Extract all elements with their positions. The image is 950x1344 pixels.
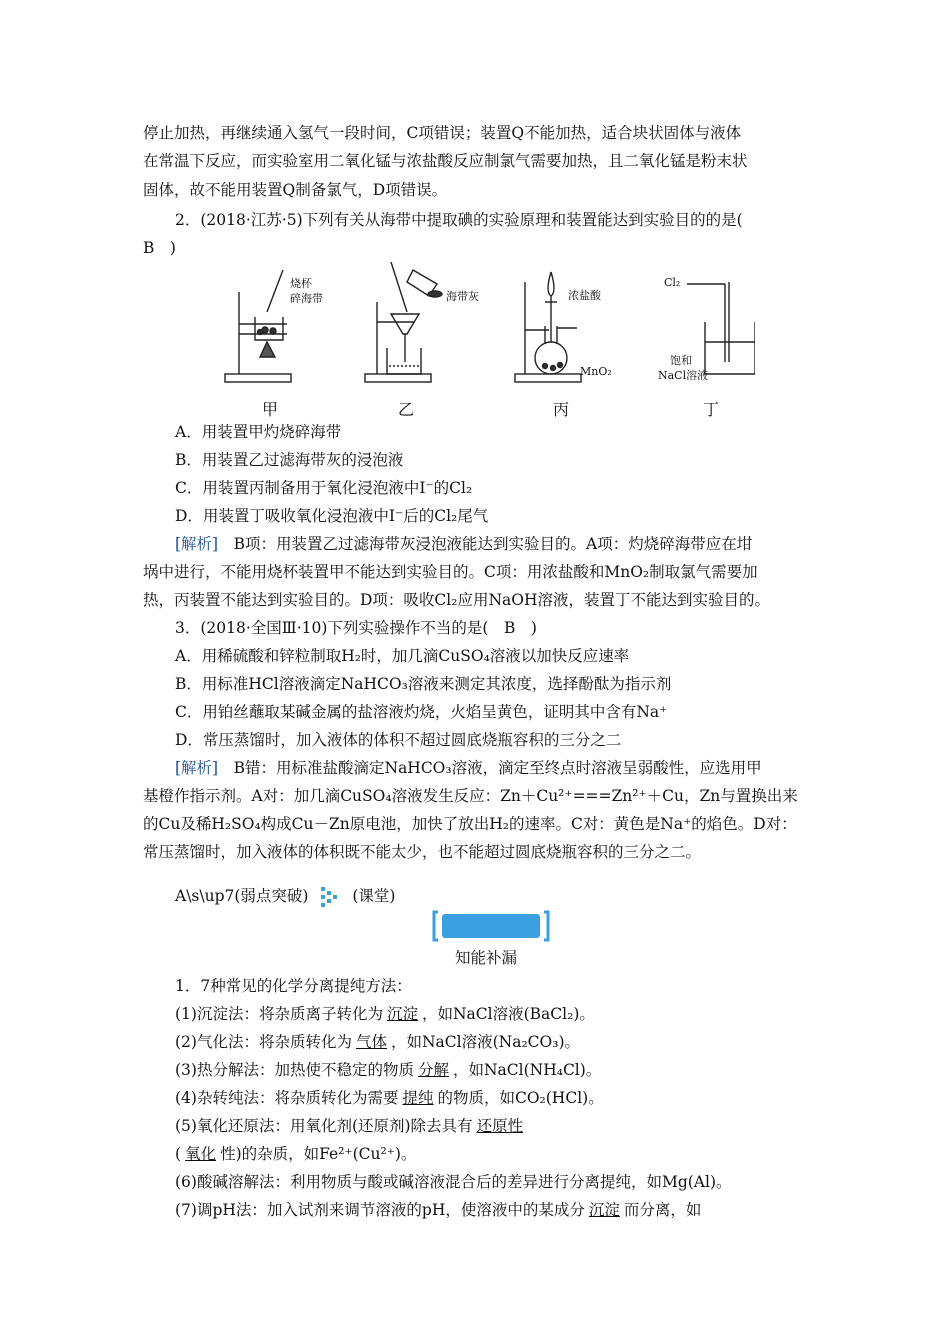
figure-label-seaweed: 碎海带 [290, 292, 323, 305]
analysis-line: 热，丙装置不能达到实验目的。D项：吸收Cl₂应用NaOH溶液，装置丁不能达到实验目的。 [143, 591, 770, 609]
figure-caption-yi: 乙 [398, 400, 415, 419]
question-2-stem: 2．(2018·江苏·5)下列有关从海带中提取碘的实验原理和装置能达到实验目的的是( [175, 211, 743, 229]
apparatus-ding [687, 282, 755, 374]
figure-label-nacl-solution: NaCl溶液 [658, 369, 709, 382]
method-line: (4)杂转纯法：将杂质转化为需要 提纯 的物质，如CO₂(HCl)。 [175, 1089, 604, 1107]
option-c: C．用装置丙制备用于氧化浸泡液中I⁻的Cl₂ [175, 479, 473, 497]
methods-intro: 1．7种常见的化学分离提纯方法： [175, 977, 412, 995]
section-banner [432, 910, 550, 942]
text-line: 在常温下反应，而实验室用二氧化锰与浓盐酸反应制氯气需要加热，且二氧化锰是粉末状 [143, 152, 748, 170]
figure-label-seaweed-ash: 海带灰 [446, 290, 479, 303]
option-d: D．常压蒸馏时，加入液体的体积不超过圆底烧瓶容积的三分之二 [175, 731, 622, 749]
section-title: 知能补漏 [455, 949, 518, 967]
method-line: (6)酸碱溶解法：利用物质与酸或碱溶液混合后的差异进行分离提纯，如Mg(Al)。 [175, 1173, 732, 1191]
section-heading-left: A\s\up7(弱点突破) [175, 887, 309, 905]
option-a: A．用稀硫酸和锌粒制取H₂时，加几滴CuSO₄溶液以加快反应速率 [175, 647, 630, 665]
apparatus-jia [225, 270, 291, 382]
section-heading-right: (课堂) [352, 887, 396, 905]
analysis-line: 的Cu及稀H₂SO₄构成Cu－Zn原电池，加快了放出H₂的速率。C对：黄色是Na⁺的焰色。D对： [143, 815, 797, 833]
figure-label-saturated: 饱和 [670, 354, 692, 367]
analysis-line: 常压蒸馏时，加入液体的体积既不能太少，也不能超过圆底烧瓶容积的三分之二。 [143, 843, 702, 861]
figure-caption-bing: 丙 [553, 400, 570, 419]
section-heading [175, 884, 855, 910]
figure-label-conc-hcl: 浓盐酸 [568, 289, 601, 302]
analysis-line: 埚中进行，不能用烧杯装置甲不能达到实验目的。C项：用浓盐酸和MnO₂制取氯气需要加 [143, 563, 758, 581]
analysis-line: [解析] B错：用标准盐酸滴定NaHCO₃溶液，滴定至终点时溶液呈弱酸性，应选用甲 [175, 759, 762, 777]
figure-caption-ding: 丁 [703, 400, 720, 419]
text-line: 固体，故不能用装置Q制备氯气，D项错误。 [143, 181, 448, 199]
answer-blank: 氧化 [185, 1145, 217, 1163]
figure-label-cl2: Cl₂ [664, 276, 681, 289]
text-line: 停止加热，再继续通入氢气一段时间，C项错误；装置Q不能加热，适合块状固体与液体 [143, 124, 742, 142]
option-c: C．用铂丝蘸取某碱金属的盐溶液灼烧，火焰呈黄色，证明其中含有Na⁺ [175, 703, 668, 721]
figure-label-mno2: MnO₂ [580, 365, 612, 378]
answer-blank: 提纯 [402, 1089, 434, 1107]
analysis-line: 基橙作指示剂。A对：加几滴CuSO₄溶液发生反应：Zn＋Cu²⁺===Zn²⁺＋Cu，Zn与置换出来 [143, 787, 798, 805]
answer-blank: 气体 [355, 1033, 387, 1051]
method-line: (1)沉淀法：将杂质离子转化为 沉淀 ，如NaCl溶液(BaCl₂)。 [175, 1005, 595, 1023]
answer-blank: 沉淀 [588, 1201, 620, 1219]
method-line: ( 氧化 性)的杂质，如Fe²⁺(Cu²⁺)。 [175, 1145, 417, 1163]
method-line: (7)调pH法：加入试剂来调节溶液的pH，使溶液中的某成分 沉淀 而分离，如 [175, 1201, 702, 1219]
method-line: (5)氧化还原法：用氧化剂(还原剂)除去具有 还原性 [175, 1116, 855, 1136]
option-d: D．用装置丁吸收氧化浸泡液中I⁻后的Cl₂尾气 [175, 507, 489, 525]
question-2-answer: B ) [143, 239, 176, 257]
analysis-tag: [解析] [175, 759, 219, 777]
figure-caption-jia: 甲 [262, 400, 279, 419]
option-b: B．用标准HCl溶液滴定NaHCO₃溶液来测定其浓度，选择酚酞为指示剂 [175, 675, 672, 693]
answer-blank: 还原性 [476, 1117, 524, 1135]
answer-blank: 沉淀 [386, 1005, 418, 1023]
apparatus-yi [365, 262, 442, 382]
chevron-right-icon [319, 884, 341, 910]
answer-blank: 分解 [417, 1061, 449, 1079]
method-line: (3)热分解法：加热使不稳定的物质 分解 ，如NaCl(NH₄Cl)。 [175, 1061, 602, 1079]
analysis-tag: [解析] [175, 535, 219, 553]
method-line: (2)气化法：将杂质转化为 气体 ，如NaCl溶液(Na₂CO₃)。 [175, 1033, 580, 1051]
option-a: A．用装置甲灼烧碎海带 [175, 423, 342, 441]
option-b: B．用装置乙过滤海带灰的浸泡液 [175, 451, 404, 469]
analysis-line: [解析] B项：用装置乙过滤海带灰浸泡液能达到实验目的。A项：灼烧碎海带应在坩 [175, 535, 753, 553]
question-3-stem: 3．(2018·全国Ⅲ·10)下列实验操作不当的是( B ) [175, 619, 537, 637]
figure-label-beaker: 烧杯 [290, 277, 312, 290]
